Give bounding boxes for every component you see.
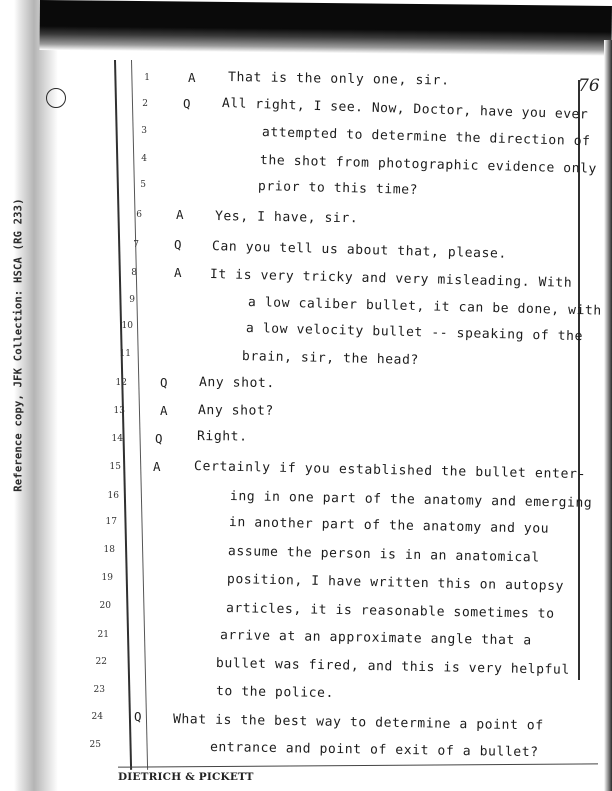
transcript-line-text: the shot from photographic evidence only bbox=[259, 153, 598, 177]
transcript-line-text: It is very tricky and very misleading. With bbox=[209, 267, 573, 291]
line-number: 15 bbox=[109, 462, 121, 472]
line-number: 24 bbox=[91, 712, 103, 722]
reference-stamp bbox=[5, 180, 33, 510]
line-number: 9 bbox=[129, 295, 135, 305]
line-number: 19 bbox=[101, 573, 113, 583]
transcript-line-text: Any shot. bbox=[198, 375, 275, 392]
line-number: 14 bbox=[111, 434, 123, 444]
speaker-label: Q bbox=[174, 237, 182, 252]
margin-rule-inner bbox=[131, 60, 148, 770]
line-number: 22 bbox=[95, 657, 107, 667]
punch-hole-mark bbox=[46, 88, 66, 108]
speaker-label: Q bbox=[160, 375, 168, 390]
speaker-label: Q bbox=[134, 709, 142, 724]
line-number: 6 bbox=[136, 210, 142, 220]
speaker-label: A bbox=[188, 70, 196, 85]
reporter-footer: DIETRICH & PICKETT bbox=[118, 771, 254, 783]
speaker-label: Q bbox=[183, 96, 191, 111]
scan-right-edge bbox=[604, 40, 612, 791]
line-number: 16 bbox=[107, 491, 119, 501]
transcript-line-text: ing in one part of the anatomy and emerging bbox=[229, 489, 593, 511]
line-number: 21 bbox=[97, 630, 109, 640]
footer-rule bbox=[118, 763, 598, 767]
line-number: 20 bbox=[99, 601, 111, 611]
transcript-line-text: That is the only one, sir. bbox=[227, 70, 450, 89]
line-number: 7 bbox=[133, 240, 139, 250]
speaker-label: Q bbox=[155, 431, 163, 446]
scan-top-shadow bbox=[39, 0, 611, 56]
transcript-line-text: attempted to determine the direction of bbox=[261, 125, 591, 150]
speaker-label: A bbox=[160, 403, 168, 418]
transcript-line-text: articles, it is reasonable sometimes to bbox=[225, 601, 555, 622]
line-number: 12 bbox=[115, 378, 127, 388]
transcript-line-text: in another part of the anatomy and you bbox=[228, 515, 550, 537]
transcript-line-text: a low velocity bullet -- speaking of the bbox=[245, 321, 584, 345]
speaker-label: A bbox=[174, 265, 182, 280]
transcript-line-text: arrive at an approximate angle that a bbox=[219, 628, 532, 649]
transcript-line-text: Yes, I have, sir. bbox=[214, 209, 359, 227]
transcript-line-text: to the police. bbox=[215, 684, 335, 702]
transcript-line-text: position, I have written this on autopsy bbox=[226, 572, 565, 595]
transcript-line-text: Can you tell us about that, please. bbox=[211, 239, 508, 262]
line-number: 2 bbox=[142, 99, 148, 109]
line-number: 1 bbox=[144, 73, 150, 83]
transcript-line-text: bullet was fired, and this is very helpful bbox=[215, 656, 571, 678]
line-number: 8 bbox=[131, 268, 137, 278]
line-number: 25 bbox=[89, 740, 101, 750]
transcript-line-text: a low caliber bullet, it can be done, with bbox=[247, 295, 602, 319]
transcript-line-text: Any shot? bbox=[197, 403, 274, 419]
reference-stamp-text: Reference copy, JFK Collection: HSCA (RG 233) bbox=[13, 198, 26, 492]
line-number: 10 bbox=[121, 321, 133, 331]
transcript-line-text: All right, I see. Now, Doctor, have you ever bbox=[221, 96, 589, 123]
speaker-label: A bbox=[153, 459, 161, 474]
speaker-label: A bbox=[176, 207, 184, 222]
transcript-line-text: Certainly if you established the bullet enter- bbox=[193, 459, 587, 483]
line-number: 13 bbox=[113, 406, 125, 416]
line-number: 23 bbox=[93, 685, 105, 695]
transcript-line-text: entrance and point of exit of a bullet? bbox=[209, 740, 539, 761]
transcript-line-text: What is the best way to determine a point of bbox=[172, 712, 544, 734]
page-number: 76 bbox=[578, 76, 600, 96]
line-number: 18 bbox=[103, 545, 115, 555]
line-number: 17 bbox=[105, 517, 117, 527]
transcript-line-text: brain, sir, the head? bbox=[241, 349, 420, 369]
transcript-line-text: assume the person is in an anatomical bbox=[227, 544, 540, 566]
line-number: 3 bbox=[141, 126, 147, 136]
transcript-line-text: Right. bbox=[196, 429, 248, 445]
transcript-line-text: prior to this time? bbox=[257, 179, 419, 198]
line-number: 4 bbox=[141, 154, 147, 164]
line-number: 5 bbox=[140, 180, 146, 190]
line-number: 11 bbox=[119, 349, 131, 359]
